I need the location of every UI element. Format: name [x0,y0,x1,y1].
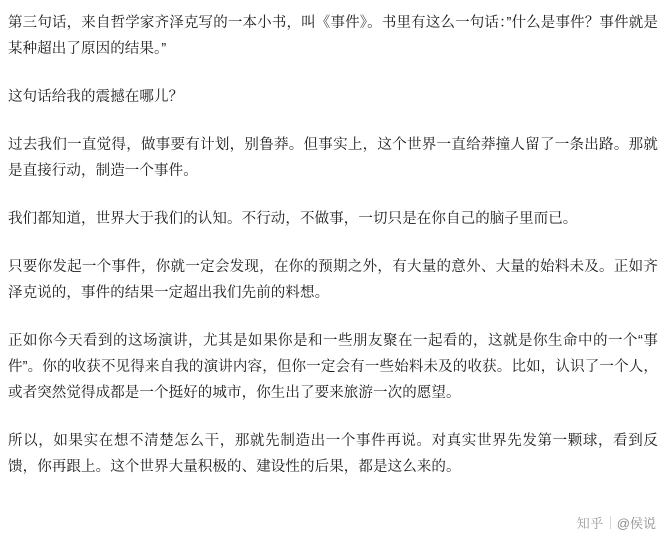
author-handle: @侯说 [616,516,656,531]
paragraph: 我们都知道，世界大于我们的认知。不行动，不做事，一切只是在你自己的脑子里而已。 [8,211,578,227]
zhihu-logo: 知乎 [576,516,604,531]
paragraph: 只要你发起一个事件，你就一定会发现，在你的预期之外，有大量的意外、大量的始料未及。正如齐泽克说的，事件的结果一定超出我们先前的料想。 [8,259,658,301]
paragraph: 第三句话，来自哲学家齐泽克写的一本小书，叫《事件》。书里有这么一句话：”什么是事件？事件就是某种超出了原因的结果。” [8,15,658,57]
paragraph: 过去我们一直觉得，做事要有计划，别鲁莽。但事实上，这个世界一直给莽撞人留了一条出路。那就是直接行动，制造一个事件。 [8,137,658,179]
paragraph: 所以，如果实在想不清楚怎么干，那就先制造出一个事件再说。对真实世界先发第一颗球，看到反馈，你再跟上。这个世界大量积极的、建设性的后果，都是这么来的。 [8,433,658,475]
paragraph: 这句话给我的震撼在哪儿？ [8,89,184,105]
watermark [577,513,656,532]
divider [610,516,611,529]
paragraph: 正如你今天看到的这场演讲，尤其是如果你是和一些朋友聚在一起看的，这就是你生命中的一个“事件”。你的收获不见得来自我的演讲内容，但你一定会有一些始料未及的收获。比如，认识了一个人，或者突然觉得成都是一个挺好的城市，你生出了要来旅游一次的愿望。 [8,333,658,401]
